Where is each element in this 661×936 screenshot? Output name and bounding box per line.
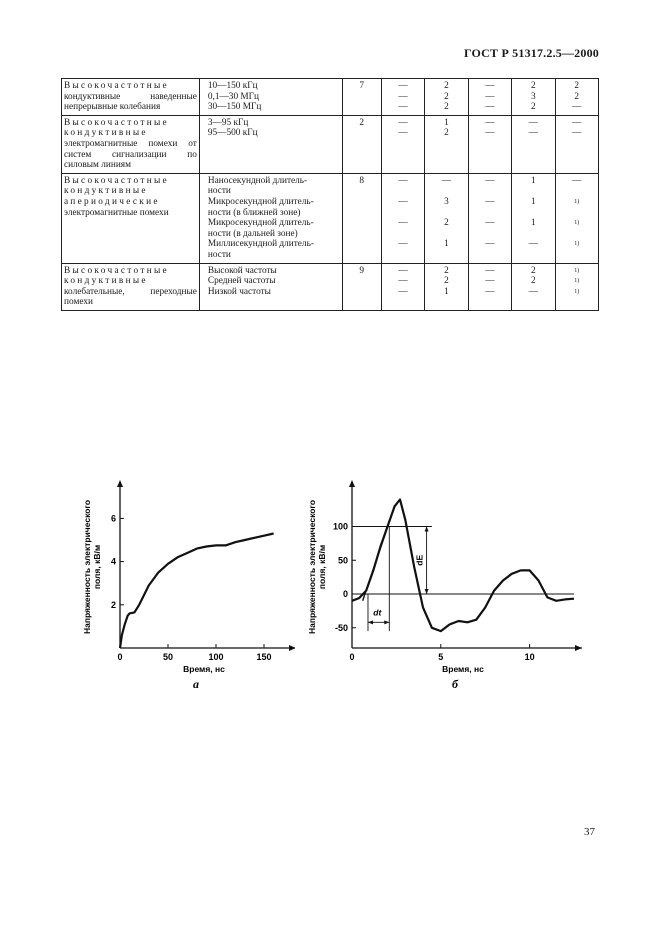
- level-value: —: [572, 175, 582, 186]
- level-value: —: [398, 102, 408, 113]
- y-tick-label: 50: [337, 555, 348, 566]
- level-value: 2: [444, 81, 449, 91]
- level-value: 1): [574, 267, 580, 274]
- table-row: [62, 263, 599, 310]
- de-arrowhead: [425, 527, 429, 532]
- y-tick-label: 100: [332, 521, 348, 532]
- level-value: —: [528, 117, 538, 128]
- phenomenon-line: кондуктивные: [64, 128, 148, 139]
- level-value: —: [485, 239, 495, 250]
- level-cell: [512, 263, 555, 310]
- phenomenon-line: систем сигнализации по: [64, 149, 197, 160]
- level-cell: [468, 115, 511, 173]
- level-value: 1): [574, 220, 580, 227]
- level-value: —: [485, 196, 495, 207]
- x-axis-label: Время, нс: [183, 664, 225, 674]
- range-line: Высокой частоты: [207, 265, 277, 276]
- item-cell: 7: [342, 79, 381, 116]
- x-tick-label: 5: [438, 652, 444, 662]
- rise-tangent: [363, 506, 395, 601]
- range-line: Миллисекундной длитель-: [207, 239, 314, 250]
- level-value: 1: [530, 175, 536, 186]
- level-value: —: [485, 81, 495, 91]
- page-number: 37: [584, 826, 595, 838]
- level-value: —: [528, 286, 538, 297]
- x-tick-label: 150: [256, 652, 272, 662]
- level-value: 1: [444, 286, 449, 297]
- level-value: —: [485, 102, 495, 113]
- level-cell: [512, 173, 555, 263]
- phenomenon-line: электромагнитные помехи от: [64, 138, 197, 149]
- y-tick-label: -50: [334, 622, 348, 633]
- level-value: —: [398, 286, 408, 297]
- level-value: [558, 186, 597, 197]
- range-line: ности (в дальней зоне): [207, 228, 298, 239]
- level-value: 2: [444, 91, 449, 102]
- item-cell: 2: [342, 115, 381, 173]
- range-line: ности (в ближней зоне): [207, 207, 301, 218]
- series-line: [352, 500, 574, 632]
- level-value: —: [398, 196, 408, 207]
- level-value: 2: [444, 265, 449, 276]
- x-tick-label: 50: [162, 652, 174, 662]
- level-value: [384, 250, 422, 261]
- range-line: Микросекундной длитель-: [207, 196, 314, 207]
- x-arrow: [575, 645, 582, 651]
- table-row: [62, 115, 599, 173]
- level-value: —: [398, 128, 408, 139]
- y-axis-label: Напряженность электрического: [82, 499, 92, 635]
- level-value: —: [485, 286, 495, 297]
- dt-label: dt: [373, 607, 382, 618]
- range-cell: [199, 263, 342, 310]
- level-cell: [555, 263, 599, 310]
- level-value: 3: [530, 91, 536, 102]
- level-cell: [381, 79, 424, 116]
- y-arrow: [117, 480, 123, 487]
- level-cell: [381, 173, 424, 263]
- y-axis-label: поля, кВ/м: [92, 544, 102, 590]
- range-line: 95—500 кГц: [207, 128, 258, 139]
- phenomenon-line: силовым линиям: [64, 160, 131, 171]
- level-cell: [425, 263, 468, 310]
- level-value: [514, 186, 552, 197]
- y-axis-label: поля, кВ/м: [317, 544, 327, 590]
- level-value: —: [485, 265, 495, 276]
- level-cell: [555, 173, 599, 263]
- level-value: —: [485, 218, 495, 229]
- phenomenon-cell: [62, 115, 200, 173]
- y-axis-label: Напряженность электрического: [307, 499, 317, 635]
- level-value: —: [485, 276, 495, 287]
- level-value: —: [398, 81, 408, 91]
- phenomenon-line: кондуктивные наведенные: [64, 91, 197, 102]
- x-tick-label: 0: [349, 652, 355, 662]
- level-value: —: [528, 239, 538, 250]
- chart-caption: б: [452, 677, 458, 691]
- x-tick-label: 10: [524, 652, 535, 662]
- level-value: —: [485, 128, 495, 139]
- level-cell: [555, 115, 599, 173]
- level-cell: [425, 173, 468, 263]
- range-line: 0,1—30 МГц: [207, 91, 260, 102]
- x-tick-label: 0: [117, 652, 123, 662]
- level-value: 2: [444, 276, 449, 287]
- range-line: 10—150 кГц: [207, 81, 258, 91]
- level-value: —: [398, 218, 408, 229]
- range-cell: [199, 173, 342, 263]
- table-row: [62, 173, 599, 263]
- level-value: —: [572, 102, 582, 113]
- y-tick-label: 2: [110, 599, 116, 610]
- page-header: ГОСТ Р 51317.2.5—2000: [463, 46, 599, 60]
- phenomenon-line: Высокочастотные: [64, 117, 169, 128]
- level-value: 1: [444, 117, 449, 128]
- y-tick-label: 4: [110, 556, 116, 567]
- level-cell: [468, 79, 511, 116]
- phenomenon-cell: [62, 79, 200, 116]
- level-value: [384, 208, 422, 219]
- phenomenon-line: апериодические: [64, 196, 160, 207]
- table-row: [62, 79, 599, 116]
- x-tick-label: 100: [208, 652, 224, 662]
- item-cell: 8: [342, 173, 381, 263]
- level-value: [471, 250, 509, 261]
- level-value: —: [485, 117, 495, 128]
- level-value: —: [441, 175, 452, 186]
- level-value: [427, 208, 465, 219]
- level-cell: [555, 79, 599, 116]
- dt-arrowhead: [368, 620, 373, 624]
- level-value: 1): [574, 278, 580, 285]
- level-value: —: [528, 128, 538, 139]
- range-line: 3—95 кГц: [207, 117, 249, 128]
- level-value: 1): [574, 198, 580, 205]
- level-cell: [468, 173, 511, 263]
- chart-caption: а: [193, 677, 199, 691]
- phenomenon-line: кондуктивные: [64, 276, 148, 287]
- level-value: 2: [574, 81, 580, 91]
- y-tick-label: 6: [110, 513, 116, 524]
- level-cell: [381, 263, 424, 310]
- level-cell: [381, 115, 424, 173]
- level-value: [427, 250, 465, 261]
- level-value: —: [398, 276, 408, 287]
- level-cell: [425, 115, 468, 173]
- phenomenon-line: Высокочастотные: [64, 175, 169, 186]
- phenomenon-line: электромагнитные помехи: [64, 207, 169, 218]
- level-value: 3: [444, 196, 449, 207]
- level-value: [427, 229, 465, 240]
- level-value: 2: [530, 265, 536, 276]
- level-value: 2: [444, 102, 449, 113]
- level-value: [514, 229, 552, 240]
- emi-table: [61, 78, 599, 311]
- level-value: 1: [530, 218, 536, 229]
- phenomenon-cell: [62, 263, 200, 310]
- level-value: [514, 208, 552, 219]
- level-value: [471, 208, 509, 219]
- item-cell: 9: [342, 263, 381, 310]
- level-value: 1): [574, 288, 580, 295]
- dt-arrowhead: [384, 620, 389, 624]
- range-cell: [199, 79, 342, 116]
- level-value: [384, 229, 422, 240]
- level-value: 2: [530, 81, 536, 91]
- y-tick-label: 0: [342, 589, 348, 599]
- phenomenon-line: колебательные, переходные: [64, 286, 197, 297]
- range-line: Наносекундной длитель-: [207, 175, 308, 186]
- level-value: [471, 186, 509, 197]
- level-value: 2: [574, 91, 580, 102]
- phenomenon-line: кондуктивные: [64, 186, 148, 197]
- level-value: 2: [444, 128, 449, 139]
- level-cell: [512, 115, 555, 173]
- range-cell: [199, 115, 342, 173]
- range-line: Низкой частоты: [207, 286, 271, 297]
- level-value: [514, 250, 552, 261]
- level-value: —: [572, 117, 582, 128]
- phenomenon-line: Высокочастотные: [64, 265, 169, 276]
- level-value: 1): [574, 241, 580, 248]
- y-arrow: [349, 480, 355, 487]
- level-cell: [468, 263, 511, 310]
- level-value: 2: [530, 276, 536, 287]
- phenomenon-line: непрерывные колебания: [64, 102, 161, 113]
- level-value: 1: [530, 196, 536, 207]
- level-value: [558, 229, 597, 240]
- chart-b: [295, 470, 595, 695]
- level-value: —: [398, 265, 408, 276]
- range-line: Средней частоты: [207, 276, 276, 287]
- level-value: 2: [444, 218, 449, 229]
- level-cell: [512, 79, 555, 116]
- level-value: —: [572, 128, 582, 139]
- level-value: —: [485, 91, 495, 102]
- level-value: —: [398, 91, 408, 102]
- level-value: 2: [530, 102, 536, 113]
- level-value: —: [398, 239, 408, 250]
- range-line: 30—150 МГц: [207, 102, 262, 113]
- de-label: dE: [414, 554, 425, 566]
- level-value: —: [398, 175, 408, 186]
- phenomenon-cell: [62, 173, 200, 263]
- series-line: [120, 534, 274, 649]
- chart-a: [70, 470, 295, 695]
- level-value: —: [485, 175, 495, 186]
- de-arrowhead: [425, 589, 429, 594]
- level-value: [427, 186, 465, 197]
- phenomenon-line: помехи: [64, 297, 93, 308]
- range-line: ности: [207, 186, 231, 197]
- range-line: ности: [207, 249, 231, 260]
- level-value: —: [398, 117, 408, 128]
- x-axis-label: Время, нс: [442, 664, 484, 674]
- level-value: 1: [444, 239, 449, 250]
- level-value: [384, 186, 422, 197]
- level-value: [558, 250, 597, 261]
- level-cell: [425, 79, 468, 116]
- phenomenon-line: Высокочастотные: [64, 81, 169, 91]
- level-value: [558, 208, 597, 219]
- level-value: [471, 229, 509, 240]
- range-line: Микросекундной длитель-: [207, 218, 314, 229]
